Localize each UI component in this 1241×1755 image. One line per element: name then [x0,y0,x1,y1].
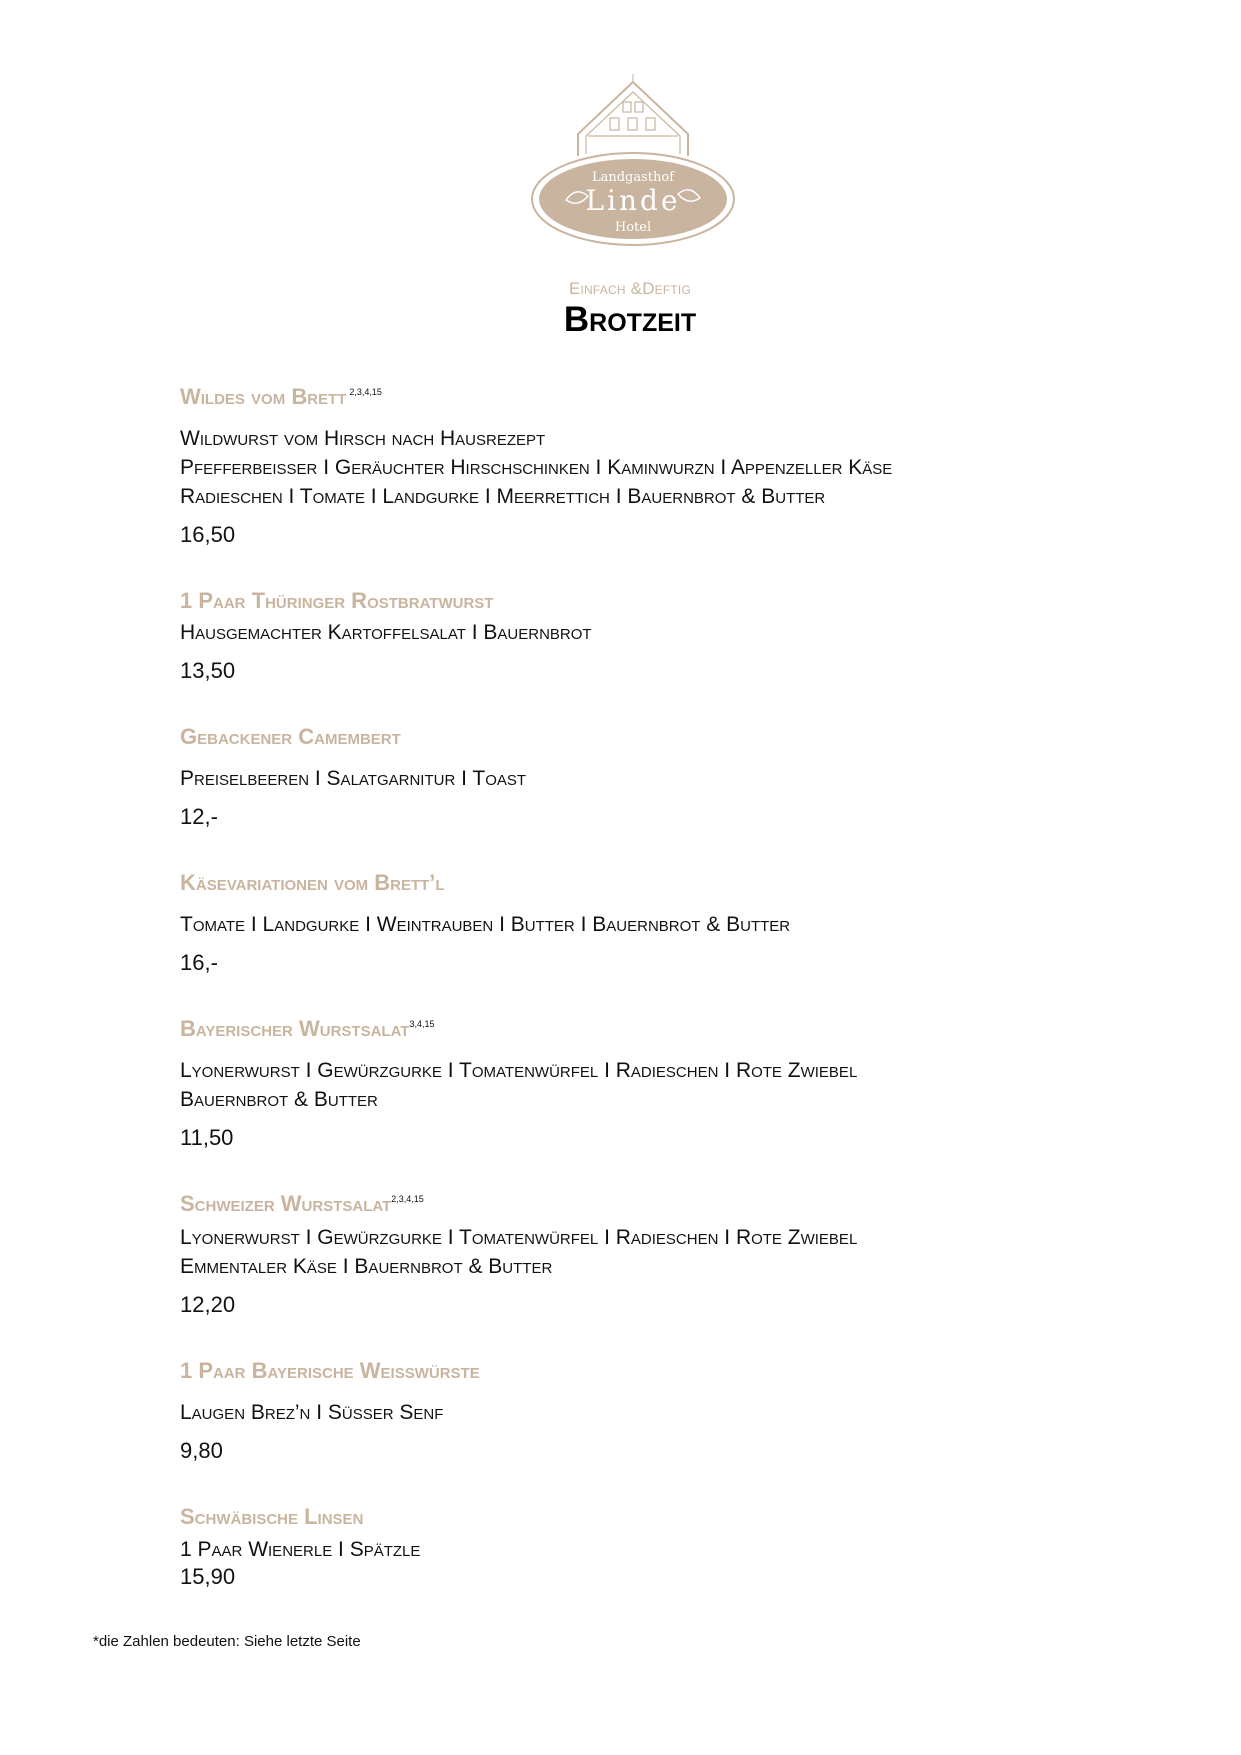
hotel-logo [528,74,738,254]
item-description: Preiselbeeren I Salatgarnitur I Toast [180,767,527,790]
item-description: Lyonerwurst I Gewürzgurke I Tomatenwürfel I Radieschen I Rote Zwiebel [180,1226,858,1249]
logo-top-text: Landgasthof [591,170,675,185]
item-description: Pfefferbeißer I Geräuchter Hirschschinken I Kaminwurzn I Appenzeller Käse [180,456,893,479]
item-description: Hausgemachter Kartoffelsalat I Bauernbrot [180,621,592,644]
item-name: Schwäbische Linsen [180,1504,364,1529]
allergen-note: 2,3,4,15 [391,1194,424,1204]
item-description: Tomate I Landgurke I Weintrauben I Butter I Bauernbrot & Butter [180,913,791,936]
item-name: Gebackener Camembert [180,724,401,749]
item-price: 9,80 [180,1438,223,1463]
item-name: 1 Paar Bayerische Weißwürste [180,1358,480,1383]
item-name: Käsevariationen vom Brett’l [180,870,445,895]
menu-item [180,1358,1080,1464]
item-name: Wildes vom Brett $^{2,3,4,15}$ [180,384,382,409]
menu-list [180,384,1080,1630]
menu-item [180,1016,1080,1151]
item-description: Radieschen I Tomate I Landgurke I Meerrettich I Bauernbrot & Butter [180,485,826,508]
menu-item [180,724,1080,830]
footnote: *die Zahlen bedeuten: Siehe letzte Seite [93,1633,361,1650]
item-description: Lyonerwurst I Gewürzgurke I Tomatenwürfel I Radieschen I Rote Zwiebel [180,1059,858,1082]
item-price: 13,50 [180,658,236,683]
logo-name-text: Linde [585,184,681,217]
item-price: 15,90 [180,1564,236,1589]
menu-item [180,870,1080,976]
item-price: 16,50 [180,522,236,547]
item-description: Laugen Brez’n I Süßer Senf [180,1401,444,1424]
menu-item [180,1504,1080,1590]
item-price: 16,- [180,950,218,975]
item-name: 1 Paar Thüringer Rostbratwurst [180,588,494,613]
item-description: 1 Paar Wienerle I Spätzle [180,1538,421,1561]
item-description: Bauernbrot & Butter [180,1088,378,1111]
item-name: Bayerischer Wurstsalat$^{3,4,15}$ [180,1016,435,1041]
menu-item [180,588,1080,684]
item-price: 11,50 [180,1125,234,1150]
item-price: 12,- [180,804,218,829]
menu-item [180,384,1080,548]
item-name: Schweizer Wurstsalat$^{2,3,4,15}$ [180,1191,424,1216]
item-price: 12,20 [180,1292,236,1317]
logo-bottom-text: Hotel [614,220,652,235]
item-description: Wildwurst vom Hirsch nach Hausrezept [180,427,546,450]
menu-kicker: Einfach &Deftig [568,279,691,298]
item-description: Emmentaler Käse I Bauernbrot & Butter [180,1255,553,1278]
allergen-note: 2,3,4,15 [349,387,382,397]
allergen-note: 3,4,15 [409,1019,435,1029]
menu-title: Brotzeit [563,300,697,339]
menu-item [180,1191,1080,1318]
